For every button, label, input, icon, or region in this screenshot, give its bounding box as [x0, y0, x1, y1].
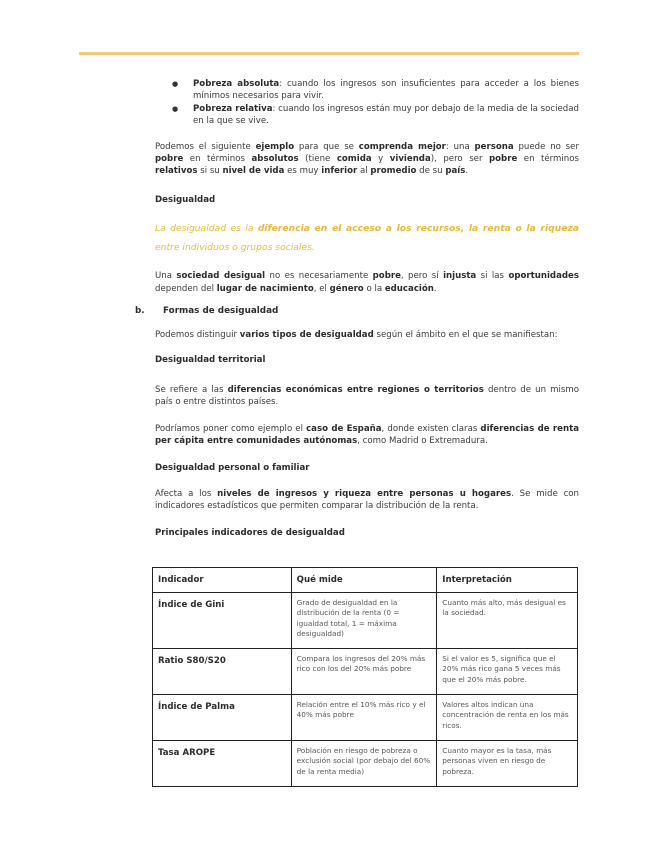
indicator-measure: Grado de desigualdad en la distribución de la renta (0 = igualdad total, 1 = máxima desigualdad)	[291, 593, 437, 649]
indicator-interpretation: Si el valor es 5, significa que el 20% más rico gana 5 veces más que el 20% más pobre.	[437, 649, 578, 695]
indicator-measure: Relación entre el 10% más rico y el 40% más pobre	[291, 695, 437, 741]
heading-territorial: Desigualdad territorial	[155, 355, 266, 366]
territorial-paragraph: Se refiere a las diferencias económicas entre regiones o territorios dentro de un mismo país o entre distintos países.	[155, 384, 580, 408]
unequal-society-paragraph: Una sociedad desigual no es necesariamente pobre, pero sí injusta si las oportunidades dependen del lugar de nacimiento, el género o la educación.	[155, 271, 579, 294]
list-item: ● Pobreza absoluta: cuando los ingresos son insuficientes para acceder a los bienes mínimos necesarios para vivir.	[155, 78, 579, 103]
indicator-name: Índice de Gini	[153, 593, 292, 649]
indicator-measure: Compara los ingresos del 20% más rico con los del 20% más pobre	[291, 649, 437, 695]
indicator-name: Tasa AROPE	[153, 741, 292, 787]
table-row	[153, 593, 578, 649]
table-header: Indicador	[153, 568, 292, 593]
table-header: Interpretación	[437, 568, 578, 593]
section-b-heading: b. Formas de desigualdad	[135, 306, 279, 316]
header-divider	[79, 52, 579, 55]
indicators-table	[152, 567, 578, 787]
example-paragraph: Podemos el siguiente ejemplo para que se comprenda mejor: una persona puede no ser pobre en términos absolutos (tiene comida y vivienda), pero ser pobre en términos relativos si su nivel de vida es muy inferior al promedio de su país.	[155, 141, 579, 177]
indicator-interpretation: Cuanto mayor es la tasa, más personas viven en riesgo de pobreza.	[437, 741, 578, 787]
indicator-interpretation: Valores altos indican una concentración de renta en los más ricos.	[437, 695, 578, 741]
indicator-measure: Población en riesgo de pobreza o exclusión social (por debajo del 60% de la renta media)	[291, 741, 437, 787]
indicator-name: Ratio S80/S20	[153, 649, 292, 695]
list-item: ● Pobreza relativa: cuando los ingresos están muy por debajo de la media de la sociedad en la que se vive.	[155, 103, 579, 128]
heading-personal: Desigualdad personal o familiar	[155, 462, 310, 473]
personal-paragraph: Afecta a los niveles de ingresos y riqueza entre personas u hogares. Se mide con indicadores estadísticos que permiten comparar la distribución de la renta.	[155, 488, 579, 512]
spain-example-paragraph: Podríamos poner como ejemplo el caso de España, donde existen claras diferencias de renta per cápita entre comunidades autónomas, como Madrid o Extremadura.	[155, 423, 580, 447]
indicator-name: Índice de Palma	[153, 695, 292, 741]
table-header-row	[153, 568, 578, 593]
heading-indicadores: Principales indicadores de desigualdad	[155, 527, 345, 538]
definition-quote: La desigualdad es la diferencia en el acceso a los recursos, la renta o la riqueza entre individuos o grupos sociales.	[155, 223, 579, 254]
indicator-interpretation: Cuanto más alto, más desigual es la sociedad.	[437, 593, 578, 649]
table-row	[153, 695, 578, 741]
types-intro-paragraph: Podemos distinguir varios tipos de desigualdad según el ámbito en el que se manifiestan:	[155, 330, 558, 341]
table-header: Qué mide	[291, 568, 437, 593]
poverty-types-list	[155, 78, 579, 128]
table-row	[153, 741, 578, 787]
table-row	[153, 649, 578, 695]
heading-desigualdad: Desigualdad	[155, 194, 216, 205]
